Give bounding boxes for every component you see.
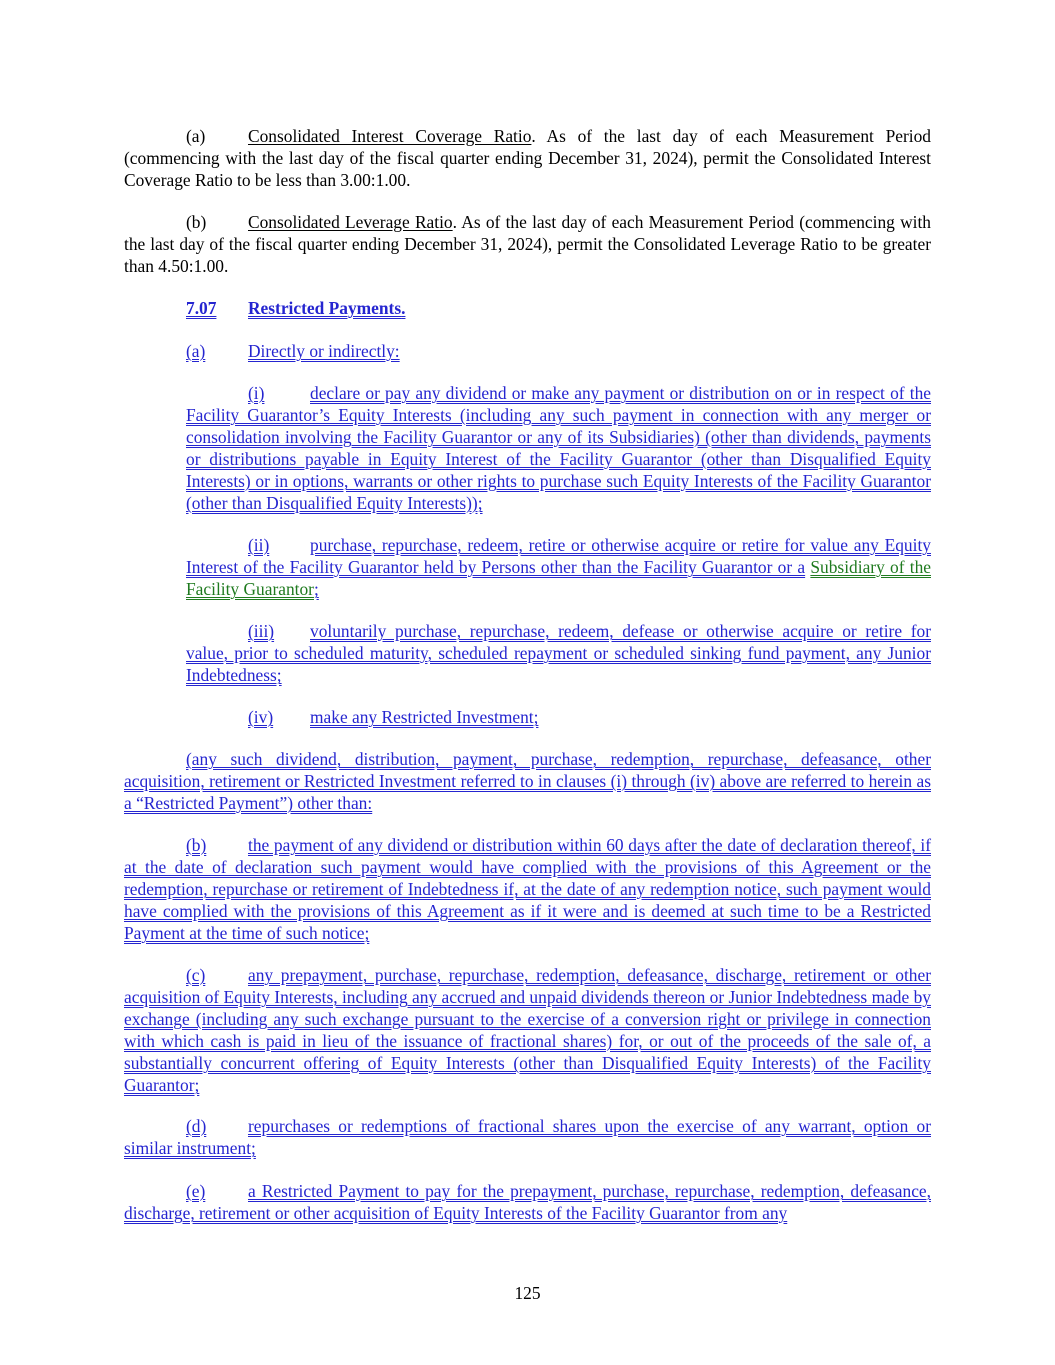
exception-number: (b) <box>186 835 207 855</box>
clause-ii <box>186 534 931 600</box>
exception-number: (e) <box>186 1181 206 1201</box>
exception-d <box>124 1115 931 1159</box>
exception-text: a Restricted Payment to pay for the prepayment, purchase, repurchase, redemption, defeasance, discharge, retirement or other acquisition of Equity Interests of the Facility Guarantor from any <box>124 1181 931 1223</box>
clause-text: voluntarily purchase, repurchase, redeem, defease or otherwise acquire or retire for value, prior to scheduled maturity, scheduled repayment or scheduled sinking fund payment, any Junior Indebtedness; <box>186 621 931 685</box>
exception-number: (d) <box>186 1116 207 1136</box>
restricted-payment-definition <box>124 748 931 814</box>
clause-number: (ii) <box>248 535 270 555</box>
clause-iv <box>186 706 931 728</box>
section-title: Restricted Payments <box>248 298 402 318</box>
exception-b <box>124 834 931 944</box>
clause-number: (i) <box>248 383 265 403</box>
subsection-a <box>186 340 400 362</box>
clause-i <box>186 382 931 514</box>
paragraph-text: . As of the last day of each Measurement Period (commencing with the last day of the fiscal quarter ending December 31, 2024), permit the Consolidated Interest Coverage Ratio to be less than 3.00:1.00. <box>124 126 931 190</box>
clause-text-green: Subsidiary of the Facility Guarantor <box>186 557 931 599</box>
clause-number: (iii) <box>248 621 275 641</box>
paragraph-number: (a) <box>186 126 206 146</box>
section-number: 7.07 <box>186 298 217 318</box>
exception-text: repurchases or redemptions of fractional shares upon the exercise of any warrant, option or similar instrument; <box>124 1116 931 1158</box>
subsection-number: (a) <box>186 341 206 361</box>
clause-text-end: ; <box>313 579 319 599</box>
exception-c <box>124 964 931 1096</box>
exception-text: the payment of any dividend or distribution within 60 days after the date of declaration thereof, if at the date of declaration such payment would have complied with the provisions of this Agreement or the redemption, repurchase or retirement of Indebtedness if, at the date of any redemption notice, such payment would have complied with the provisions of this Agreement as if it were and is deemed at such time to be a Restricted Payment at the time of such notice; <box>124 835 931 943</box>
exception-text: any prepayment, purchase, repurchase, redemption, defeasance, discharge, retirement or other acquisition of Equity Interests, including any accrued and unpaid dividends thereon or Junior Indebtedness made by exchange (including any such exchange pursuant to the exercise of a conversion right or privilege in connection with which cash is paid in lieu of the issuance of fractional shares) for, or out of the proceeds of the sale of, a substantially concurrent offering of Equity Interests (other than Disqualified Equity Interests) of the Facility Guarantor; <box>124 965 931 1095</box>
clause-text: make any Restricted Investment; <box>310 707 539 727</box>
paragraph-title: Consolidated Interest Coverage Ratio <box>248 126 532 146</box>
clause-number: (iv) <box>248 707 274 727</box>
paragraph-text: . As of the last day of each Measurement Period (commencing with the last day of the fiscal quarter ending December 31, 2024), permit the Consolidated Leverage Ratio to be greater than 4.50:1.00. <box>124 212 931 276</box>
paragraph-number: (b) <box>186 212 207 232</box>
paragraph-leverage-ratio <box>124 211 931 277</box>
page-number: 125 <box>514 1283 541 1303</box>
exception-e <box>124 1180 931 1224</box>
exception-number: (c) <box>186 965 206 985</box>
section-heading <box>186 297 405 319</box>
clause-iii <box>186 620 931 686</box>
clause-text: purchase, repurchase, redeem, retire or otherwise acquire or retire for value any Equity Interest of the Facility Guarantor held by Persons other than the Facility Guarantor or a <box>186 535 931 577</box>
paragraph-title: Consolidated Leverage Ratio <box>248 212 453 232</box>
section-title-period: . <box>401 298 406 318</box>
definition-text: (any such dividend, distribution, payment, purchase, redemption, repurchase, defeasance, other acquisition, retirement or Restricted Investment referred to in clauses (i) through (iv) above are referred to herein as a “Restricted Payment”) other than: <box>124 749 931 813</box>
subsection-text: Directly or indirectly: <box>248 341 400 361</box>
paragraph-interest-coverage <box>124 125 931 191</box>
clause-text: declare or pay any dividend or make any payment or distribution on or in respect of the Facility Guarantor’s Equity Interests (including any such payment in connection with any merger or consolidation involving the Facility Guarantor or any of its Subsidiaries) (other than dividends, payments or distributions payable in Equity Interest of the Facility Guarantor (other than Disqualified Equity Interests) or in options, warrants or other rights to purchase such Equity Interests of the Facility Guarantor (other than Disqualified Equity Interests)); <box>186 383 931 513</box>
